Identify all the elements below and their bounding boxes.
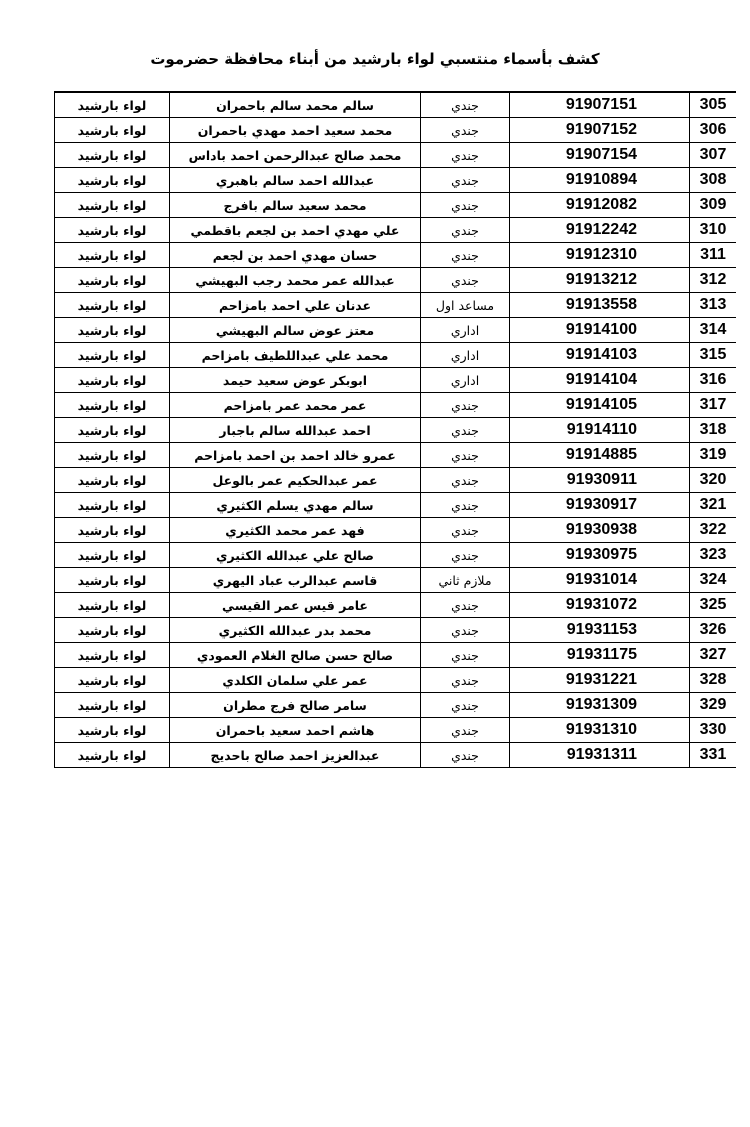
name-cell: سالم مهدي يسلم الكثيري <box>170 493 421 518</box>
table-row <box>55 693 737 718</box>
rank-cell: جندي <box>421 218 510 243</box>
table-row <box>55 393 737 418</box>
unit-cell: لواء بارشيد <box>55 293 170 318</box>
id-number-cell: 91913212 <box>510 268 690 293</box>
id-number-cell: 91931014 <box>510 568 690 593</box>
table-row <box>55 368 737 393</box>
name-cell: احمد عبدالله سالم باجبار <box>170 418 421 443</box>
roster-body <box>55 92 737 768</box>
rank-cell: جندي <box>421 393 510 418</box>
rank-cell: جندي <box>421 193 510 218</box>
row-number-cell: 326 <box>690 618 737 643</box>
name-cell: عمر محمد عمر بامزاحم <box>170 393 421 418</box>
name-cell: صالح علي عبدالله الكثيري <box>170 543 421 568</box>
table-row <box>55 668 737 693</box>
id-number-cell: 91931309 <box>510 693 690 718</box>
table-row <box>55 568 737 593</box>
unit-cell: لواء بارشيد <box>55 168 170 193</box>
table-row <box>55 92 737 118</box>
name-cell: محمد علي عبداللطيف بامزاحم <box>170 343 421 368</box>
row-number-cell: 330 <box>690 718 737 743</box>
name-cell: عبدالله عمر محمد رجب البهيشي <box>170 268 421 293</box>
unit-cell: لواء بارشيد <box>55 92 170 118</box>
rank-cell: جندي <box>421 418 510 443</box>
table-row <box>55 293 737 318</box>
name-cell: قاسم عبدالرب عباد اليهري <box>170 568 421 593</box>
unit-cell: لواء بارشيد <box>55 243 170 268</box>
row-number-cell: 312 <box>690 268 737 293</box>
unit-cell: لواء بارشيد <box>55 393 170 418</box>
id-number-cell: 91931311 <box>510 743 690 768</box>
rank-cell: جندي <box>421 668 510 693</box>
unit-cell: لواء بارشيد <box>55 418 170 443</box>
unit-cell: لواء بارشيد <box>55 343 170 368</box>
rank-cell: جندي <box>421 92 510 118</box>
id-number-cell: 91907152 <box>510 118 690 143</box>
name-cell: عمر عبدالحكيم عمر بالوعل <box>170 468 421 493</box>
row-number-cell: 310 <box>690 218 737 243</box>
row-number-cell: 327 <box>690 643 737 668</box>
unit-cell: لواء بارشيد <box>55 568 170 593</box>
row-number-cell: 317 <box>690 393 737 418</box>
name-cell: حسان مهدي احمد بن لجعم <box>170 243 421 268</box>
unit-cell: لواء بارشيد <box>55 218 170 243</box>
table-row <box>55 418 737 443</box>
row-number-cell: 328 <box>690 668 737 693</box>
table-row <box>55 593 737 618</box>
name-cell: محمد سعيد احمد مهدي باحمران <box>170 118 421 143</box>
id-number-cell: 91907154 <box>510 143 690 168</box>
rank-cell: ملازم ثاني <box>421 568 510 593</box>
name-cell: عامر قيس عمر القيسي <box>170 593 421 618</box>
id-number-cell: 91907151 <box>510 92 690 118</box>
rank-cell: جندي <box>421 593 510 618</box>
table-row <box>55 268 737 293</box>
name-cell: عبدالعزيز احمد صالح باحديج <box>170 743 421 768</box>
name-cell: سالم محمد سالم باحمران <box>170 92 421 118</box>
table-row <box>55 143 737 168</box>
id-number-cell: 91914110 <box>510 418 690 443</box>
rank-cell: اداري <box>421 368 510 393</box>
row-number-cell: 324 <box>690 568 737 593</box>
rank-cell: جندي <box>421 268 510 293</box>
table-row <box>55 518 737 543</box>
unit-cell: لواء بارشيد <box>55 493 170 518</box>
row-number-cell: 308 <box>690 168 737 193</box>
row-number-cell: 307 <box>690 143 737 168</box>
id-number-cell: 91931072 <box>510 593 690 618</box>
rank-cell: جندي <box>421 743 510 768</box>
unit-cell: لواء بارشيد <box>55 143 170 168</box>
rank-cell: جندي <box>421 468 510 493</box>
id-number-cell: 91910894 <box>510 168 690 193</box>
page-title: كشف بأسماء منتسبي لواء بارشيد من أبناء محافظة حضرموت <box>150 50 600 68</box>
rank-cell: جندي <box>421 243 510 268</box>
unit-cell: لواء بارشيد <box>55 518 170 543</box>
row-number-cell: 320 <box>690 468 737 493</box>
rank-cell: اداري <box>421 343 510 368</box>
unit-cell: لواء بارشيد <box>55 743 170 768</box>
name-cell: محمد بدر عبدالله الكثيري <box>170 618 421 643</box>
table-row <box>55 743 737 768</box>
unit-cell: لواء بارشيد <box>55 268 170 293</box>
unit-cell: لواء بارشيد <box>55 668 170 693</box>
id-number-cell: 91930911 <box>510 468 690 493</box>
unit-cell: لواء بارشيد <box>55 318 170 343</box>
id-number-cell: 91914105 <box>510 393 690 418</box>
row-number-cell: 314 <box>690 318 737 343</box>
name-cell: محمد صالح عبدالرحمن احمد باداس <box>170 143 421 168</box>
name-cell: ابوبكر عوض سعيد حيمد <box>170 368 421 393</box>
table-row <box>55 193 737 218</box>
table-row <box>55 218 737 243</box>
row-number-cell: 315 <box>690 343 737 368</box>
id-number-cell: 91930917 <box>510 493 690 518</box>
row-number-cell: 305 <box>690 92 737 118</box>
id-number-cell: 91931310 <box>510 718 690 743</box>
rank-cell: جندي <box>421 143 510 168</box>
rank-cell: جندي <box>421 443 510 468</box>
table-row <box>55 118 737 143</box>
row-number-cell: 329 <box>690 693 737 718</box>
unit-cell: لواء بارشيد <box>55 693 170 718</box>
name-cell: عبدالله احمد سالم باهبري <box>170 168 421 193</box>
rank-cell: جندي <box>421 118 510 143</box>
id-number-cell: 91931175 <box>510 643 690 668</box>
id-number-cell: 91912310 <box>510 243 690 268</box>
unit-cell: لواء بارشيد <box>55 543 170 568</box>
row-number-cell: 321 <box>690 493 737 518</box>
table-row <box>55 168 737 193</box>
row-number-cell: 313 <box>690 293 737 318</box>
row-number-cell: 325 <box>690 593 737 618</box>
name-cell: عدنان علي احمد بامزاحم <box>170 293 421 318</box>
row-number-cell: 309 <box>690 193 737 218</box>
id-number-cell: 91914103 <box>510 343 690 368</box>
rank-cell: اداري <box>421 318 510 343</box>
id-number-cell: 91912082 <box>510 193 690 218</box>
roster-table <box>54 91 736 768</box>
row-number-cell: 323 <box>690 543 737 568</box>
row-number-cell: 316 <box>690 368 737 393</box>
table-row <box>55 718 737 743</box>
id-number-cell: 91914100 <box>510 318 690 343</box>
id-number-cell: 91913558 <box>510 293 690 318</box>
rank-cell: جندي <box>421 168 510 193</box>
row-number-cell: 311 <box>690 243 737 268</box>
name-cell: عمر علي سلمان الكلدي <box>170 668 421 693</box>
name-cell: فهد عمر محمد الكثيري <box>170 518 421 543</box>
table-row <box>55 643 737 668</box>
row-number-cell: 319 <box>690 443 737 468</box>
rank-cell: جندي <box>421 693 510 718</box>
id-number-cell: 91930938 <box>510 518 690 543</box>
table-row <box>55 443 737 468</box>
unit-cell: لواء بارشيد <box>55 443 170 468</box>
unit-cell: لواء بارشيد <box>55 618 170 643</box>
table-row <box>55 318 737 343</box>
id-number-cell: 91914885 <box>510 443 690 468</box>
unit-cell: لواء بارشيد <box>55 593 170 618</box>
name-cell: سامر صالح فرج مطران <box>170 693 421 718</box>
unit-cell: لواء بارشيد <box>55 193 170 218</box>
unit-cell: لواء بارشيد <box>55 718 170 743</box>
table-row <box>55 618 737 643</box>
unit-cell: لواء بارشيد <box>55 643 170 668</box>
name-cell: صالح حسن صالح الغلام العمودي <box>170 643 421 668</box>
name-cell: هاشم احمد سعيد باحمران <box>170 718 421 743</box>
name-cell: علي مهدي احمد بن لجعم باقطمي <box>170 218 421 243</box>
rank-cell: جندي <box>421 718 510 743</box>
id-number-cell: 91931153 <box>510 618 690 643</box>
row-number-cell: 306 <box>690 118 737 143</box>
id-number-cell: 91931221 <box>510 668 690 693</box>
name-cell: معتز عوض سالم البهيشي <box>170 318 421 343</box>
table-row <box>55 468 737 493</box>
id-number-cell: 91914104 <box>510 368 690 393</box>
rank-cell: جندي <box>421 518 510 543</box>
row-number-cell: 331 <box>690 743 737 768</box>
rank-cell: جندي <box>421 543 510 568</box>
table-row <box>55 543 737 568</box>
unit-cell: لواء بارشيد <box>55 368 170 393</box>
table-row <box>55 343 737 368</box>
unit-cell: لواء بارشيد <box>55 468 170 493</box>
rank-cell: جندي <box>421 618 510 643</box>
rank-cell: جندي <box>421 493 510 518</box>
name-cell: عمرو خالد احمد بن احمد بامزاحم <box>170 443 421 468</box>
name-cell: محمد سعيد سالم بافرج <box>170 193 421 218</box>
row-number-cell: 322 <box>690 518 737 543</box>
table-row <box>55 493 737 518</box>
unit-cell: لواء بارشيد <box>55 118 170 143</box>
id-number-cell: 91930975 <box>510 543 690 568</box>
rank-cell: جندي <box>421 643 510 668</box>
row-number-cell: 318 <box>690 418 737 443</box>
rank-cell: مساعد اول <box>421 293 510 318</box>
id-number-cell: 91912242 <box>510 218 690 243</box>
table-row <box>55 243 737 268</box>
